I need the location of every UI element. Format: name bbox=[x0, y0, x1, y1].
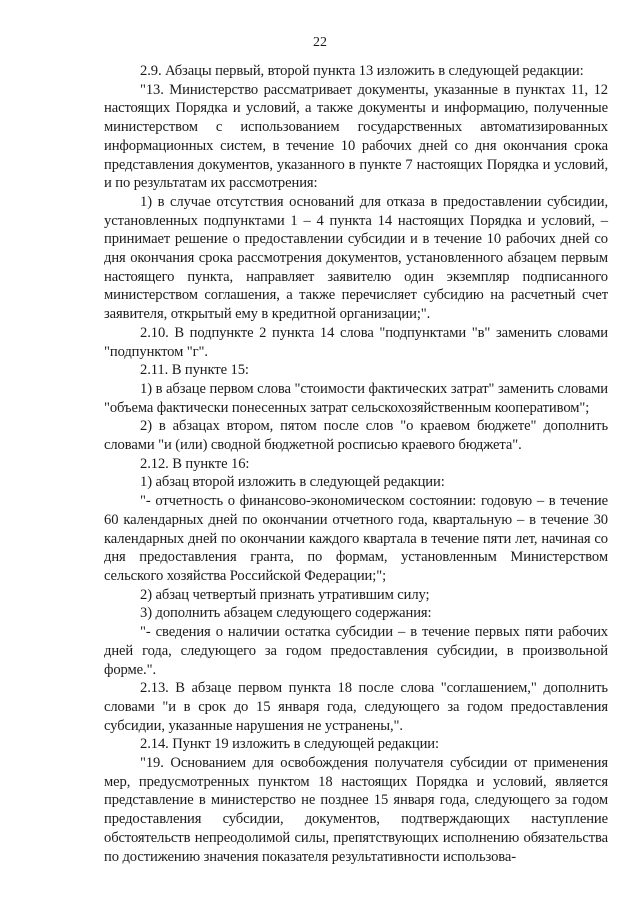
paragraph-2-12: 2.12. В пункте 16: bbox=[140, 455, 250, 472]
paragraph-2-9: 2.9. Абзацы первый, второй пункта 13 изложить в следующей редакции: bbox=[140, 63, 584, 79]
paragraph-item-19: "19. Основанием для освобождения получателя субсидии от применения мер, предусмотренных пунктом 18 настоящих Порядка и условий, является представление в министерство не позднее 15 января года, следующего за годом предоставления субсидии, документов, подтверждающих наступление обстоятельств непреодолимой силы, препятствующих исполнению обязательства по достижению значения показателя результативности использова- bbox=[104, 755, 608, 865]
paragraph-item-13: "13. Министерство рассматривает документы, указанные в пунктах 11, 12 настоящих Порядка и условий, а также документы и информацию, полученные министерством с использованием государственных автоматизированных информационных систем, в течение 10 рабочих дней со дня окончания срока представления документов, указанного в пункте 7 настоящих Порядка и условий, и по результатам их рассмотрения: bbox=[104, 81, 608, 192]
paragraph-2-12-sub-3: 3) дополнить абзацем следующего содержания: bbox=[140, 605, 432, 622]
paragraph-2-12-sub-2: 2) абзац четвертый признать утратившим силу; bbox=[140, 586, 430, 603]
document-body bbox=[104, 62, 608, 866]
paragraph-balance-clause: "- сведения о наличии остатка субсидии – в течение первых пяти рабочих дней года, следующего за годом предоставления субсидии, в произвольной форме.". bbox=[104, 624, 608, 678]
paragraph-reporting-clause: "- отчетность о финансово-экономическом состоянии: годовую – в течение 60 календарных дней по окончании отчетного года, квартальную – в течение 30 календарных дней по окончании каждого квартала в течение пяти лет, начиная со дня предоставления гранта, по формам, установленным Министерством сельского хозяйства Российской Федерации;"; bbox=[104, 493, 608, 584]
paragraph-2-12-sub-1: 1) абзац второй изложить в следующей редакции: bbox=[140, 474, 445, 491]
paragraph-2-11-sub-2: 2) в абзацах втором, пятом после слов "о краевом бюджете" дополнить словами "и (или) сводной бюджетной росписью краевого бюджета". bbox=[104, 418, 608, 454]
page-number: 22 bbox=[313, 35, 327, 50]
paragraph-2-11-sub-1: 1) в абзаце первом слова "стоимости фактических затрат" заменить словами "объема фактически понесенных затрат сельскохозяйственным кооперативом"; bbox=[104, 380, 608, 416]
paragraph-item-13-sub-1: 1) в случае отсутствия оснований для отказа в предоставлении субсидии, установленных подпунктами 1 – 4 пункта 14 настоящих Порядка и условий, – принимает решение о предоставлении субсидии и в течение 10 рабочих дней со дня окончания срока рассмотрения документов, установленного абзацем первым настоящего пункта, направляет заявителю один экземпляр подписанного министерством соглашения, а также перечисляет субсидию на расчетный счет заявителя, открытый ему в кредитной организации;". bbox=[104, 193, 608, 323]
paragraph-2-13: 2.13. В абзаце первом пункта 18 после слова "соглашением," дополнить словами "и в срок до 15 января года, следующего за годом предоставления субсидии, указанные нарушения не устранены,". bbox=[104, 680, 608, 734]
paragraph-2-11: 2.11. В пункте 15: bbox=[140, 362, 249, 379]
paragraph-2-14: 2.14. Пункт 19 изложить в следующей редакции: bbox=[140, 736, 439, 753]
paragraph-2-10: 2.10. В подпункте 2 пункта 14 слова "подпунктами "в" заменить словами "подпунктом "г". bbox=[104, 324, 608, 360]
